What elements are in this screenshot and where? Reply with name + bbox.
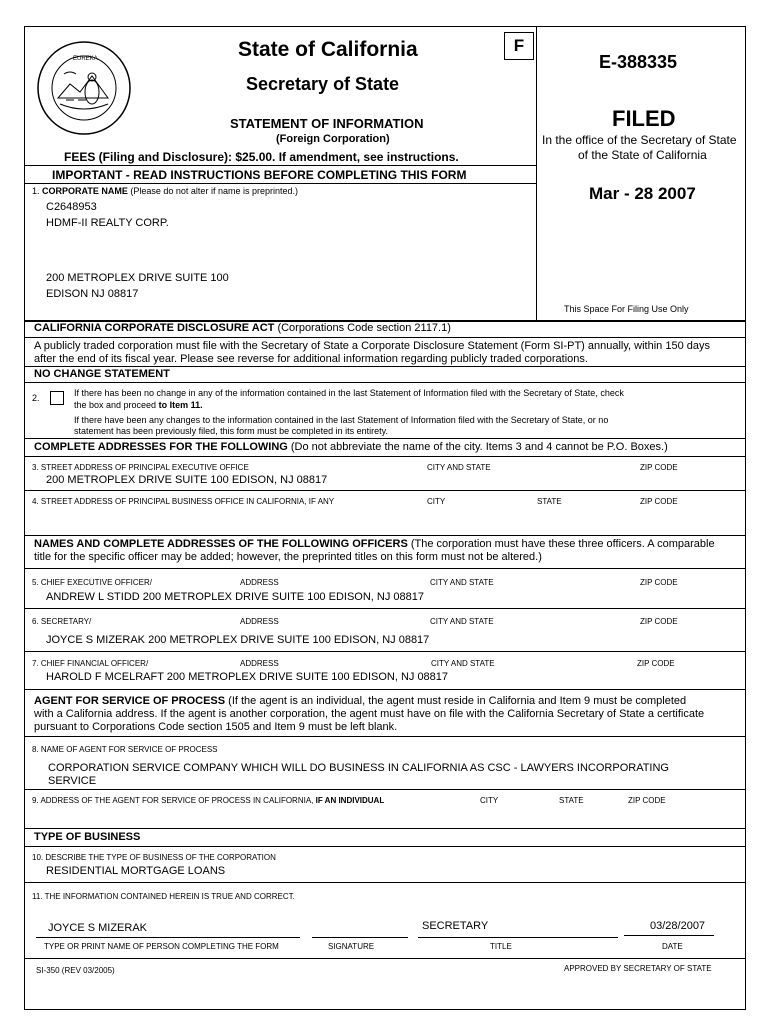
item4-zip-label: ZIP CODE: [640, 497, 678, 506]
cfo-city-label: CITY AND STATE: [431, 659, 495, 668]
addresses-divider: [24, 456, 746, 457]
signer-title-label: TITLE: [490, 942, 512, 951]
corp-address2[interactable]: EDISON NJ 08817: [46, 288, 139, 300]
ceo-city-label: CITY AND STATE: [430, 578, 494, 587]
cfo-zip-label: ZIP CODE: [637, 659, 675, 668]
corp-name-value[interactable]: HDMF-II REALTY CORP.: [46, 217, 169, 229]
approved-label: APPROVED BY SECRETARY OF STATE: [564, 964, 712, 973]
officers-line2: title for the specific officer may be added; however, the preprinted titles on this form must not be altered.): [34, 551, 542, 563]
filing-date: Mar - 28 2007: [589, 184, 696, 203]
agent-line2: with a California address. If the agent is another corporation, the agent must have on file with the California Secretary of State a certificate: [34, 708, 705, 720]
item8-value2[interactable]: SERVICE: [48, 775, 97, 787]
item3-divider: [24, 490, 746, 491]
footer-divider: [24, 958, 746, 959]
signer-title-value[interactable]: SECRETARY: [422, 920, 489, 932]
agent-divider: [24, 736, 746, 737]
signature-label[interactable]: SIGNATURE: [328, 942, 375, 951]
important-underline: [24, 183, 536, 184]
signer-name-label: TYPE OR PRINT NAME OF PERSON COMPLETING THE FORM: [44, 942, 279, 951]
filing-status: FILED: [612, 106, 676, 131]
signer-date-label: DATE: [662, 942, 683, 951]
corp-name-label: [32, 186, 298, 196]
addresses-title-bold: COMPLETE ADDRESSES FOR THE FOLLOWING: [34, 441, 288, 453]
corp-number[interactable]: C2648953: [46, 201, 97, 213]
corp-name-hint: (Please do not alter if name is preprinted.): [130, 186, 298, 196]
officers-divider: [24, 568, 746, 569]
item10-value[interactable]: RESIDENTIAL MORTGAGE LOANS: [46, 865, 226, 877]
item9-zip-label: ZIP CODE: [628, 796, 666, 805]
filing-office-line1: In the office of the Secretary of State: [542, 133, 737, 147]
disclosure-line2: after the end of its fiscal year. Please see reverse for additional information regarding publicly traded corporations.: [34, 353, 588, 365]
page-subtitle: Secretary of State: [246, 74, 400, 94]
corp-name-num: 1.: [32, 186, 40, 196]
signer-name-value[interactable]: JOYCE S MIZERAK: [48, 922, 148, 934]
corp-address1[interactable]: 200 METROPLEX DRIVE SUITE 100: [46, 272, 229, 284]
nochange-line1: If there has been no change in any of the information contained in the last Statement of Information filed with the Secretary of State, check: [74, 388, 624, 398]
ceo-label: 5. CHIEF EXECUTIVE OFFICER/: [32, 578, 153, 587]
fees-underline: [24, 165, 536, 166]
item9-label-bold: IF AN INDIVIDUAL: [315, 796, 385, 805]
item4-state-label: STATE: [537, 497, 562, 506]
item9-label: [32, 796, 384, 805]
secretary-zip-label: ZIP CODE: [640, 617, 678, 626]
item8-divider: [24, 789, 746, 790]
nochange-line3: If there have been any changes to the information contained in the last Statement of Information filed with the Secretary of State, or no: [74, 415, 609, 425]
disclosure-title-ref: (Corporations Code section 2117.1): [277, 322, 451, 334]
item3-city-label: CITY AND STATE: [427, 463, 491, 472]
item4-label: 4. STREET ADDRESS OF PRINCIPAL BUSINESS OFFICE IN CALIFORNIA, IF ANY: [32, 497, 335, 506]
item8-label: 8. NAME OF AGENT FOR SERVICE OF PROCESS: [32, 745, 218, 754]
disclosure-title-bold: CALIFORNIA CORPORATE DISCLOSURE ACT: [34, 322, 275, 334]
item9-state-label: STATE: [559, 796, 584, 805]
business-divider: [24, 846, 746, 847]
section-divider-business: [24, 828, 746, 829]
nochange-divider: [24, 382, 746, 383]
form-letter-box: F: [504, 32, 534, 60]
filing-number: E-388335: [599, 52, 678, 72]
nochange-line4: statement has been previously filed, this form must be completed in its entirety.: [74, 426, 388, 436]
item4-city-label: CITY: [427, 497, 446, 506]
agent-title-note: (If the agent is an individual, the agent must reside in California and Item 9 must be completed: [228, 695, 687, 707]
ceo-value[interactable]: ANDREW L STIDD 200 METROPLEX DRIVE SUITE 100 EDISON, NJ 08817: [46, 591, 424, 603]
item9-city-label: CITY: [480, 796, 499, 805]
cfo-address-label: ADDRESS: [240, 659, 279, 668]
item10-label: 10. DESCRIBE THE TYPE OF BUSINESS OF THE CORPORATION: [32, 853, 276, 862]
disclosure-title: [34, 322, 451, 334]
page-title: State of California: [238, 38, 418, 61]
form-subname: (Foreign Corporation): [276, 133, 390, 145]
nochange-line2: [74, 400, 203, 410]
fees-line: FEES (Filing and Disclosure): $25.00. If amendment, see instructions.: [64, 150, 459, 164]
addresses-title: [34, 441, 668, 453]
disclosure-divider: [24, 337, 746, 338]
cfo-label: 7. CHIEF FINANCIAL OFFICER/: [32, 659, 149, 668]
seal-motto: EUREKA: [73, 56, 98, 62]
nochange-num: 2.: [32, 393, 40, 403]
agent-title-bold: AGENT FOR SERVICE OF PROCESS: [34, 695, 226, 707]
important-line: IMPORTANT - READ INSTRUCTIONS BEFORE COMPLETING THIS FORM: [52, 168, 467, 182]
ceo-zip-label: ZIP CODE: [640, 578, 678, 587]
addresses-title-note: (Do not abbreviate the name of the city. Items 3 and 4 cannot be P.O. Boxes.): [290, 441, 668, 453]
cfo-value[interactable]: HAROLD F MCELRAFT 200 METROPLEX DRIVE SUITE 100 EDISON, NJ 08817: [46, 671, 449, 683]
section-divider-agent: [24, 689, 746, 690]
secretary-value[interactable]: JOYCE S MIZERAK 200 METROPLEX DRIVE SUITE 100 EDISON, NJ 08817: [46, 634, 430, 646]
corp-name-title: CORPORATE NAME: [42, 186, 128, 196]
agent-title: [34, 695, 686, 707]
agent-line3: pursuant to Corporations Code section 1505 and Item 9 must be left blank.: [34, 721, 398, 733]
section-divider-addresses: [24, 438, 746, 439]
secretary-label: 6. SECRETARY/: [32, 617, 92, 626]
nochange-line2-text: the box and proceed: [74, 400, 159, 410]
form-name: STATEMENT OF INFORMATION: [230, 116, 424, 131]
officers-title: [34, 538, 715, 550]
header-right-divider: [536, 26, 537, 322]
state-seal: [36, 40, 132, 136]
item10-divider: [24, 882, 746, 883]
signer-name-line: [36, 937, 300, 938]
nochange-title: NO CHANGE STATEMENT: [34, 368, 170, 380]
officers-title-bold: NAMES AND COMPLETE ADDRESSES OF THE FOLLOWING OFFICERS: [34, 538, 408, 550]
item9-label-text: 9. ADDRESS OF THE AGENT FOR SERVICE OF PROCESS IN CALIFORNIA,: [32, 796, 316, 805]
ceo-divider: [24, 608, 746, 609]
signer-date-line: [624, 935, 714, 936]
ceo-address-label: ADDRESS: [240, 578, 279, 587]
signature-line: [312, 937, 408, 938]
section-divider-nochange: [24, 366, 746, 367]
filing-space-label: This Space For Filing Use Only: [564, 304, 689, 314]
filing-office-line2: of the State of California: [578, 148, 707, 162]
signer-title-line: [418, 937, 618, 938]
item8-value1[interactable]: CORPORATION SERVICE COMPANY WHICH WILL DO BUSINESS IN CALIFORNIA AS CSC - LAWYERS INCORPORATING: [48, 762, 669, 774]
item3-zip-label: ZIP CODE: [640, 463, 678, 472]
secretary-city-label: CITY AND STATE: [430, 617, 494, 626]
item3-label: 3. STREET ADDRESS OF PRINCIPAL EXECUTIVE OFFICE: [32, 463, 249, 472]
form-id: SI-350 (REV 03/2005): [36, 966, 115, 975]
nochange-checkbox[interactable]: [50, 391, 64, 405]
secretary-address-label: ADDRESS: [240, 617, 279, 626]
business-title: TYPE OF BUSINESS: [34, 831, 141, 843]
secretary-divider: [24, 651, 746, 652]
nochange-line2-bold: to Item 11.: [158, 400, 203, 410]
disclosure-line1: A publicly traded corporation must file with the Secretary of State a Corporate Disclosure Statement (Form SI-PT) annually, within 150 days: [34, 340, 710, 352]
section-divider-officers: [24, 535, 746, 536]
item3-value[interactable]: 200 METROPLEX DRIVE SUITE 100 EDISON, NJ 08817: [46, 474, 328, 486]
signer-date-value[interactable]: 03/28/2007: [650, 920, 706, 932]
officers-title-note: (The corporation must have these three officers. A comparable: [410, 538, 715, 550]
item11-label: 11. THE INFORMATION CONTAINED HEREIN IS TRUE AND CORRECT.: [32, 892, 295, 901]
